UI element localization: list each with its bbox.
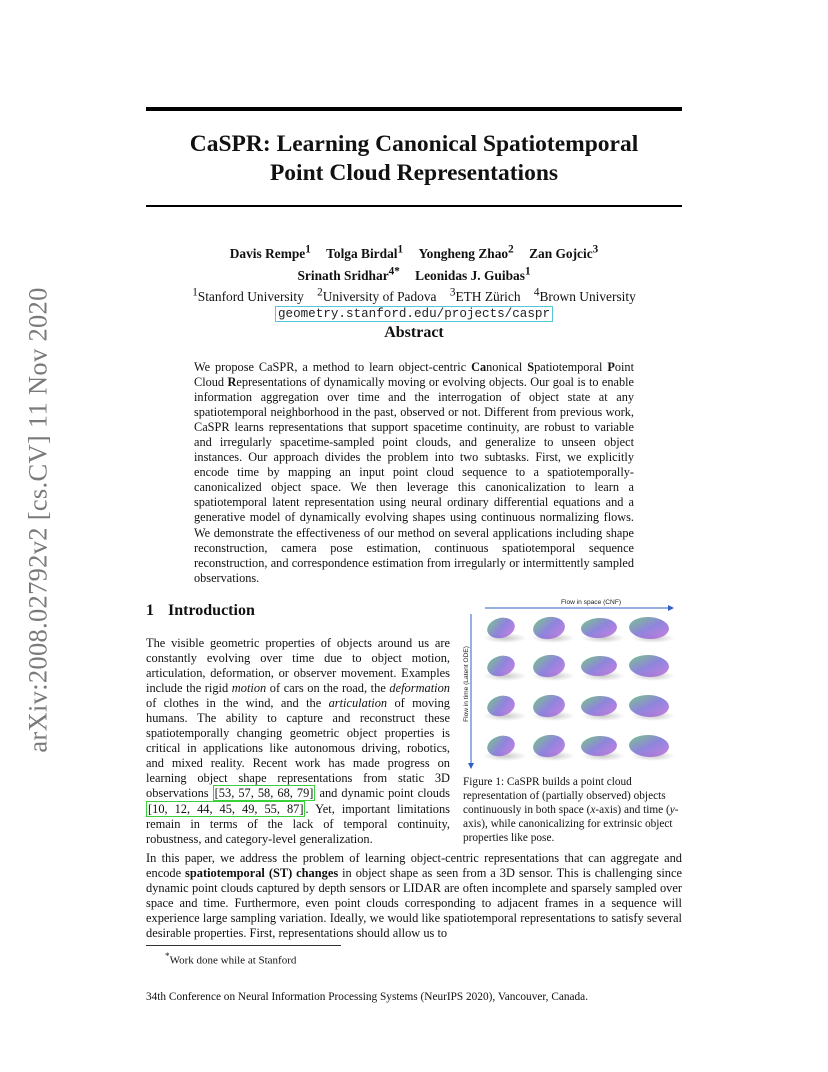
author: Leonidas J. Guibas$^1$ <box>415 265 531 283</box>
project-url-link[interactable]: geometry.stanford.edu/projects/caspr <box>275 306 553 322</box>
title-bottom-rule <box>146 205 682 207</box>
figure-side-label: Flow in time (Latent ODE) <box>463 646 470 722</box>
title-line-1: CaSPR: Learning Canonical Spatiotemporal <box>189 131 639 157</box>
section-heading-introduction: 1 Introduction <box>146 602 255 619</box>
affiliation: $^2$University of Padova <box>317 286 437 304</box>
footnote-rule <box>146 945 341 946</box>
title-top-rule <box>146 107 682 111</box>
author: Zan Gojcic$^3$ <box>529 244 599 262</box>
author-block <box>146 242 682 323</box>
body-paragraph: In this paper, we address the problem of learning object-centric representations that can aggregate and encode spatiotemporal (ST) changes in object shape as seen from a 3D sensor. This is challenging since dynamic point clouds captured by depth sensors or LIDAR are often incomplete and sparsely sampled over space and time. Furthermore, even point clouds corresponding to adjacent frames in a sequence will experience large sampling variation. Ideally, we would like spatiotemporal representations to satisfy several desirable properties. First, representations should allow us to <box>146 851 682 941</box>
author: Srinath Sridhar$^{4*}$ <box>297 265 400 283</box>
point-cloud-grid <box>483 615 675 761</box>
title-line-2: Point Cloud Representations <box>269 160 559 186</box>
arxiv-id: arXiv:2008.02792v2 [cs.CV] 11 Nov 2020 <box>22 287 53 753</box>
abstract-heading: Abstract <box>384 324 444 341</box>
author: Tolga Birdal$^1$ <box>326 244 404 262</box>
affiliations <box>146 284 682 305</box>
author-row-1 <box>146 242 682 263</box>
abstract-text: We propose CaSPR, a method to learn object-centric Canonical Spatiotemporal Point Cloud Representations of dynamically moving or evolving objects. Our goal is to enable information aggregation over time and the interrogation of object state at any spatiotemporal neighborhood in the past, observed or not. Different from previous work, CaSPR learns representations that support spacetime continuity, are robust to variable and irregularly spacetime-sampled point clouds, and generalize to unseen object instances. Our approach divides the problem into two subtasks. First, we explicitly encode time by mapping an input point cloud sequence to a spatiotemporally-canonicalized object space. We then leverage this canonicalization to learn a spatiotemporal latent representation using neural ordinary differential equations and a generative model of dynamically evolving shapes using continuous normalizing flows. We demonstrate the effectiveness of our method on several applications including shape reconstruction, camera pose estimation, continuous spatiotemporal sequence reconstruction, and correspondence estimation from irregularly or intermittently sampled observations. <box>194 360 635 585</box>
footnote: *Work done while at Stanford <box>165 951 297 967</box>
author-row-2 <box>146 263 682 284</box>
figure-1-caption: Figure 1: CaSPR builds a point cloud representation of (partially observed) objects continuously in both space (x-axis) and time (y-axis), while canonicalizing for extrinsic object properties like pose. <box>463 776 679 844</box>
citation-link[interactable]: [53, 57, 58, 68, 79] <box>214 786 314 801</box>
author: Davis Rempe$^1$ <box>229 244 311 262</box>
affiliation: $^4$Brown University <box>533 286 636 304</box>
affiliation: $^1$Stanford University <box>192 286 304 304</box>
conference-footer: 34th Conference on Neural Information Processing Systems (NeurIPS 2020), Vancouver, Canada. <box>146 991 589 1003</box>
figure-top-label: Flow in space (CNF) <box>560 599 622 606</box>
paper-title <box>146 130 682 188</box>
figure-1-image <box>463 598 683 772</box>
author: Yongheng Zhao$^2$ <box>418 244 514 262</box>
affiliation: $^3$ETH Zürich <box>449 286 521 304</box>
citation-link[interactable]: [10, 12, 44, 45, 49, 55, 87] <box>148 801 304 816</box>
intro-paragraph: The visible geometric properties of objects around us are constantly evolving over time due to object motion, articulation, deformation, or observer movement. Examples include the rigid motion of cars on the road, the deformation of clothes in the wind, and the articulation of moving humans. The ability to capture and reconstruct these spatiotemporally changing geometric object properties is critical in applications like autonomous driving, robotics, and mixed reality. Recent work has made progress on learning object shape representations from static 3D observations [53, 57, 58, 68, 79] and dynamic point clouds [10, 12, 44, 45, 49, 55, 87] . Yet, important limitations remain in terms of the lack of temporal continuity, robustness, and category-level generalization. <box>146 636 450 846</box>
